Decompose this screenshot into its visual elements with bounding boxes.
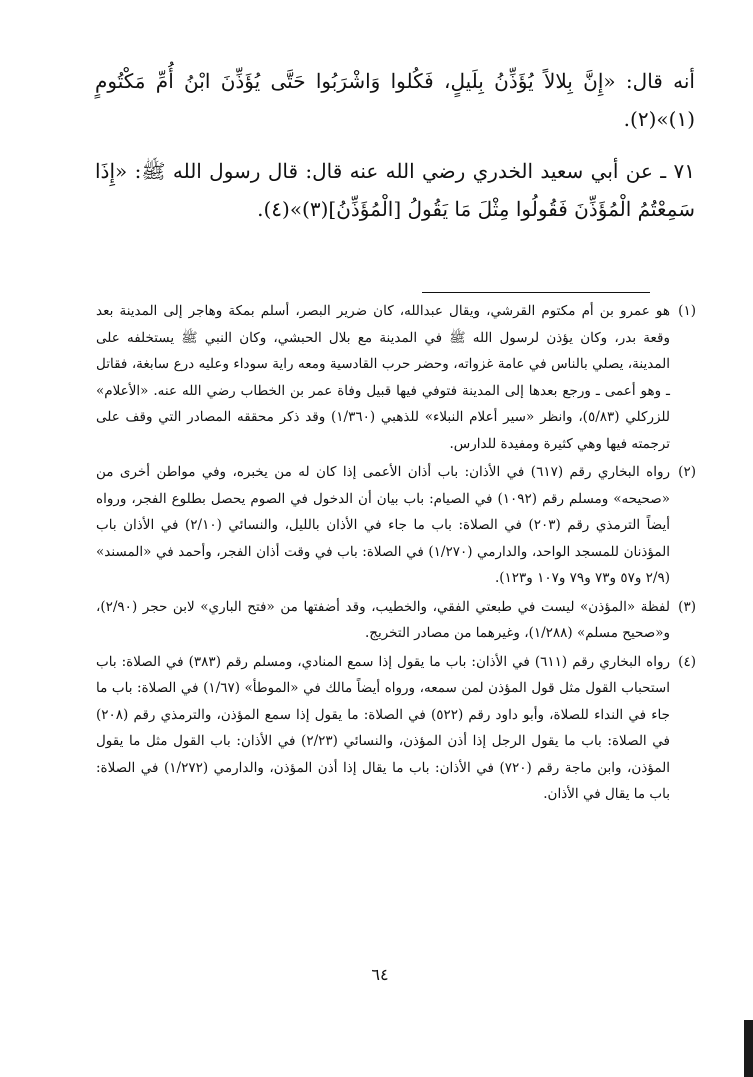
scan-edge-shadow bbox=[744, 1020, 753, 1077]
footnote-text: هو عمرو بن أم مكتوم القرشي، ويقال عبدالله، كان ضرير البصر، أسلم بمكة وهاجر إلى المدينة بعد وقعة بدر، وكان يؤذن لرسول الله ﷺ في المدينة مع بلال الحبشي، وكان النبي ﷺ يستخلفه على المدينة، يصلي بالناس في عامة غزواته، وحضر حرب القادسية ومعه راية سوداء وعليه درع سابغة، فقاتل ـ وهو أعمى ـ ورجع بعدها إلى المدينة فتوفي فيها قبيل وفاة عمر بن الخطاب رضي الله عنه. «الأعلام» للزركلي (٥/٨٣)، وانظر «سير أعلام النبلاء» للذهبي (١/٣٦٠) وقد ذكر محققه المصادر التي وقف على ترجمته فيها وهي كثيرة ومفيدة للدارس. bbox=[96, 303, 670, 452]
main-text-paragraph-2: ٧١ ـ عن أبي سعيد الخدري رضي الله عنه قال: قال رسول الله ﷺ: «إِذَا سَمِعْتُمُ الْمُؤَذِّنَ فَقُولُوا مِثْلَ مَا يَقُولُ [الْمُؤَذِّنُ](٣)»(٤). bbox=[95, 159, 695, 221]
footnote-1 bbox=[96, 298, 696, 457]
footnote-2 bbox=[96, 459, 696, 592]
footnote-text: رواه البخاري رقم (٦١٧) في الأذان: باب أذان الأعمى إذا كان له من يخبره، وفي مواطن أخرى من «صحيحه» ومسلم رقم (١٠٩٢) في الصيام: باب بيان أن الدخول في الصوم يحصل بطلوع الفجر، ورواه أيضاً الترمذي رقم (٢٠٣) في الصلاة: باب ما جاء في الأذان بالليل، والنسائي (٢/١٠) في الأذان باب المؤذنان للمسجد الواحد، والدارمي (١/٢٧٠) في الصلاة: باب في وقت أذان الفجر، وأحمد في «المسند» (٢/٩ و٥٧ و٧٣ و٧٩ و١٠٧ و١٢٣). bbox=[96, 464, 671, 586]
footnote-text: لفظة «المؤذن» ليست في طبعتي الفقي، والخطيب، وقد أضفتها من «فتح الباري» لابن حجر (٢/٩٠)، و«صحيح مسلم» (١/٢٨٨)، وغيرهما من مصادر التخريج. bbox=[96, 598, 670, 641]
footnote-number: (٢) bbox=[678, 464, 696, 480]
footnote-4 bbox=[96, 649, 696, 808]
main-text-paragraph-1: أنه قال: «إِنَّ بِلالاً يُؤَذِّنُ بِلَيلٍ، فَكُلوا وَاشْرَبُوا حَتَّى يُؤَذِّنَ ابْنُ أُمِّ مَكْتُومٍ (١)»(٢). bbox=[95, 69, 695, 131]
footnote-number: (٣) bbox=[678, 598, 696, 615]
footnote-separator-line bbox=[422, 292, 650, 293]
footnote-3 bbox=[96, 594, 696, 647]
footnote-text: رواه البخاري رقم (٦١١) في الأذان: باب ما يقول إذا سمع المنادي، ومسلم رقم (٣٨٣) في الصلاة: باب استحباب القول مثل قول المؤذن لمن سمعه، ورواه أيضاً مالك في «الموطأ» (١/٦٧) في الصلاة: باب ما جاء في النداء للصلاة، وأبو داود رقم (٥٢٢) في الصلاة: ما يقول إذا سمع المؤذن، والترمذي رقم (٢٠٨) في الصلاة: باب ما يقول الرجل إذا أذن المؤذن، والنسائي (٢/٢٣) في الأذان: باب القول مثل ما يقول المؤذن، وابن ماجة رقم (٧٢٠) في الأذان: باب ما يقال إذا أذن المؤذن، والدارمي (١/٢٧٢) في الصلاة: باب ما يقال في الأذان. bbox=[96, 653, 671, 802]
footnotes-section bbox=[96, 298, 696, 808]
page-number: ٦٤ bbox=[371, 965, 389, 984]
hadith-paragraph-70-ending bbox=[95, 62, 695, 138]
footnote-number: (٤) bbox=[678, 653, 696, 670]
footnote-number: (١) bbox=[678, 303, 696, 319]
hadith-paragraph-71 bbox=[95, 152, 695, 228]
